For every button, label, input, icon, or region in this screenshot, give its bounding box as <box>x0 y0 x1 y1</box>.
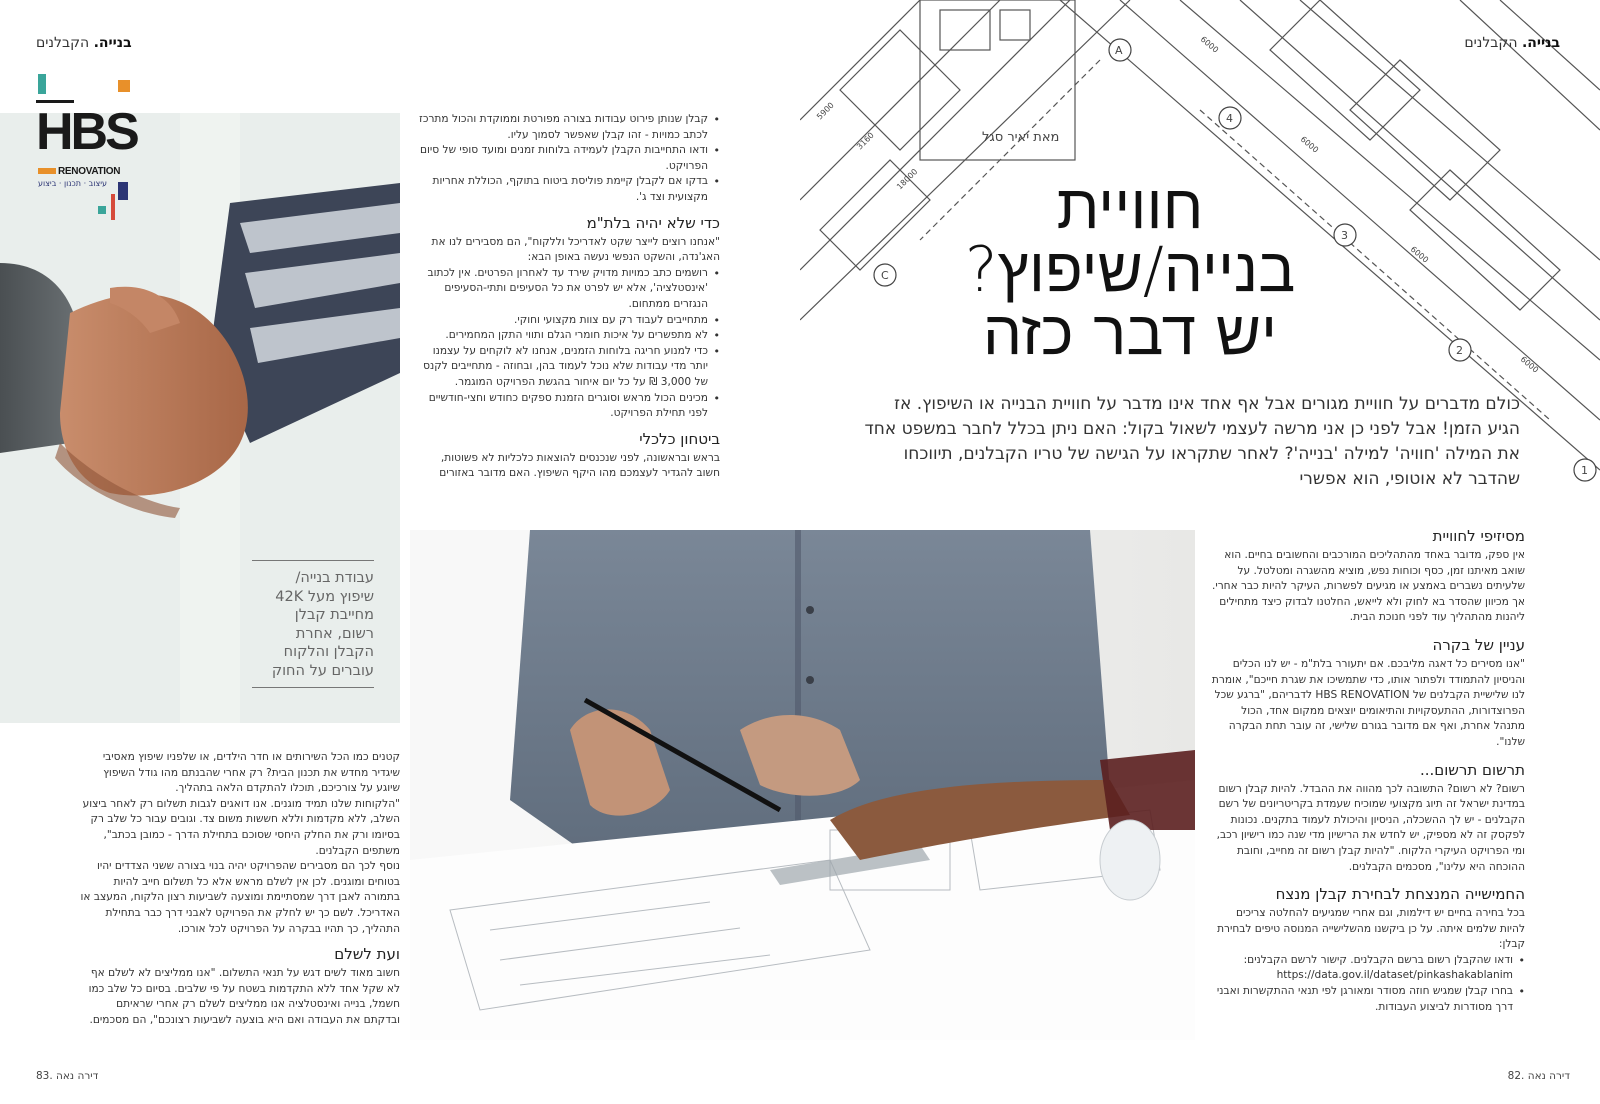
logo-tagline: עיצוב · תכנון · ביצוע <box>38 179 108 188</box>
pull-quote-line: שיפוץ מעל 42K <box>275 588 374 605</box>
section-heading: החמישייה המנצחת לבחירת קבלן מנצח <box>1275 885 1525 904</box>
pull-quote <box>252 560 374 688</box>
paragraph: רשום? לא רשום? התשובה לכך מהווה את ההבדל. להיות קבלן רשום במדינת ישראל זה תיוג מקצועי שמוכיח שעמדת בקריטריונים של רשם הקבלנים - יש לך ההשכלה, הניסיון והיכולת לעמוד בתקנים. נכונות לפקסק זה לא מספיק, יש לחדש את הרישיון מדי שנה כמו רישיון רכב, ומי הפרויקט העיקרי הלקוח. "להיות קבלן רשום זה מחייב, וחובת ההוכחה היא עלינו", מסכמים הקבלנים. <box>1216 782 1525 873</box>
logo-accent-teal <box>38 74 46 94</box>
section-heading: ועת לשלם <box>334 945 400 964</box>
section-heading: תרשום תרשום... <box>1419 760 1525 779</box>
pull-quote-line: הקבלן והלקוח <box>283 644 374 661</box>
photo-credit: מאת יאיר סגל <box>982 130 1060 145</box>
svg-text:1: 1 <box>1581 464 1588 477</box>
svg-text:3: 3 <box>1341 229 1348 242</box>
running-head-left <box>36 35 236 51</box>
svg-text:6000: 6000 <box>1198 34 1221 55</box>
paragraph: "אנו מסירים כל דאגה מליבכם. אם יתעורר בלת"מ - יש לנו הכלים והניסיון להתמודד ולפתור אותו, כדי שתמשיכו את שגרת חייכם", אומרת לנו שלישיית הקבלנים של HBS RENOVATION לדבריהם, "ברגע שכל הפרוצדורות, ההתעסקויות והתיאומים יוצאים ממקום אחד, הכול מתנהל אחרת, ואף אם מדובר בגורם שלישי, זה עובר תחת הבקרה שלנו". <box>1211 657 1525 748</box>
section-heading: עניין של בקרה <box>1432 635 1525 654</box>
architects-illustration <box>410 530 1195 1040</box>
architects-photo <box>410 530 1195 1040</box>
headline-line: חוויית <box>1056 170 1204 243</box>
nightmare-list <box>415 266 720 422</box>
list-item: • לא מתפשרים על איכות חומרי הגלם ותווי התקן המחמירים. <box>415 328 720 344</box>
svg-text:2: 2 <box>1456 344 1463 357</box>
list-item: • בדקו אם לקבלן קיימת פוליסת ביטוח בתוקף, הכוללת אחריות מקצועית וצד ג'. <box>415 174 720 205</box>
tips-list <box>415 112 720 206</box>
logo-accent-red <box>111 194 115 220</box>
hbs-logo <box>36 72 136 222</box>
headline-line: בנייה/שיפוץ? <box>964 233 1296 306</box>
list-item: • מתחייבים לעבוד רק עם צוות מקצועי וחוקי. <box>415 313 720 329</box>
pull-quote-line: מחייבת קבלן <box>294 607 374 624</box>
pull-quote-line: רשום, אחרת <box>295 625 374 642</box>
svg-text:18000: 18000 <box>895 167 920 192</box>
folio-right: 82. דירה נאה <box>1507 1070 1570 1082</box>
running-head-right <box>1350 35 1560 51</box>
headline <box>920 170 1340 369</box>
svg-text:6000: 6000 <box>1518 354 1541 375</box>
pull-quote-line: עוברים על החוק <box>271 662 374 679</box>
svg-text:C: C <box>881 269 889 282</box>
svg-text:4: 4 <box>1226 112 1233 125</box>
list-item: • בחרו קבלן שמגיש חוזה מסודר ומאורגן לפי תנאי ההתקשרות ואבני דרך מסודרות לביצוע העבודות. <box>1210 984 1525 1015</box>
right-column <box>1210 527 1525 1015</box>
section-intro: "אנחנו רוצים לייצר שקט לאדריכל וללקוח", הם מסבירים לנו את האג'נדה, והשקט הנפשי נעשה באופן הבא: <box>431 235 720 264</box>
folio-left: 83. דירה נאה <box>36 1070 99 1082</box>
logo-name: RENOVATION <box>58 166 121 177</box>
running-head-right-bold: בנייה. <box>1521 35 1560 51</box>
five-tips-list <box>1210 953 1525 1015</box>
running-head-left-bold: בנייה. <box>93 35 132 51</box>
paragraph: "הלקוחות שלנו תמיד מוגנים. אנו דואגים לגבות תשלום רק לאחר ביצוע השלב, ללא מקדמות וללא חששות משום צד. וגובים עבור כל שלב רק בסיומו ורק את החלק היחסי שסוכם בתחילת הדרך - כמובן בכתב", משתפים הקבלנים. <box>82 797 400 857</box>
lede: כולם מדברים על חוויית מגורים אבל אף אחד אינו מדבר על חוויית הבנייה או השיפוץ. אז הגיע הזמן! אבל לפני כן אני מרשה לעצמי לשאול בקול: האם ניתן בכלל לחבר במשפט אחד את המילה 'חוויה' למילה 'בנייה'? לאחר שתקראו על הגישה של טריו הקבלנים, תיווכחו שהדבר לא אוטופי, הוא אפשרי <box>864 394 1520 489</box>
svg-text:5900: 5900 <box>815 100 836 122</box>
paragraph: חשוב מאוד לשים דגש על תנאי התשלום. "אנו ממליצים לא לשלם אף לא שקל אחד ללא התקדמות בשטח על פי שלבים. בסיום כל שלב כמו חשמל, בנייה ואינסטלציה אנו ממליצים לשלם רק אחרי שראיתם ובדקתם את העבודה ואם היא בוצעה לשביעות רצונכם", הם מסכמים. <box>88 967 400 1026</box>
logo-accent-teal-small <box>98 206 106 214</box>
logo-orange-bar <box>38 168 56 174</box>
list-item: • רושמים כתב כמויות מדויק שירד עד לאחרון הפרטים. אין לכתוב 'אינסטלציה', אלא יש לפרט את כל הסעיפים ותתי-הסעיפים הנגזרים ממתחום. <box>415 266 720 313</box>
paragraph: בכל בחירה בחיים יש דילמות, וגם אחרי שמגיעים להחלטה צריכים להיות שלמים איתה. על כן ביקשנו מהשלישייה המנוסה טיפים לבחירת קבלן: <box>1217 907 1525 951</box>
paragraph: נוסף לכך הם מסבירים שהפרויקט יהיה בנוי בצורה ששני הצדדים יהיו בטוחים ומוגנים. לכן אין לשלם מראש אלא כל תשלום חייב להיות בתמורה לאבן דרך שמסתיימת ומוצעה לשביעות רצון הלקוח, המעצב או האדריכל. לשם כך יש לחלק את הפרויקט לאבני דרך כבר בתחילת התהליך, כך תהיו בבקרה על הפרויקט לכל אורכו. <box>80 860 400 935</box>
section-heading: מסיזיפי לחוויית <box>1432 527 1525 545</box>
paragraph: אין ספק, מדובר באחד מהתהליכים המורכבים והחשובים בחיים. הוא שואב מאיתנו זמן, כסף וכוחות נפש, מוציא מהשגרה ומטלטל. על שלעיתים נשברים באמצע או מגיעים לפשרות, העיקר להיות כבר אחרי. אך מכיוון שהסדר בא לחוק ולא לייאש, החלטנו לבדוק כיצד מתחילים ליהנות מהתהליך עוד לפני חנוכת הבית. <box>1211 549 1525 624</box>
section-text: בראש ובראשונה, לפני שנכנסים להוצאות כלכליות לא פשוטות, חשוב להגדיר לעצמכם מהו היקף השיפוץ. האם מדובר באזורים <box>439 451 720 480</box>
list-item: • קבלן שנותן פירוט עבודות בצורה מפורטת וממוקדת והכול מתרכז לכתב כמויות - זהו קבלן שאפשר לסמוך עליו. <box>415 112 720 143</box>
svg-text:6000: 6000 <box>1408 244 1431 265</box>
pull-quote-line: עבודת בנייה/ <box>295 570 374 586</box>
paragraph: קטנים כמו הכל השירותים או חדר הילדים, או שלפניו שיפוץ מאסיבי שיגדיר מחדש את תכנון הבית? רק אחרי שהבנתם מהו גודל השיפוץ שיוגע על צורכיכם, תוכלו להתקדם הלאה בתהליך. <box>102 751 400 795</box>
logo-accent-orange <box>118 80 130 92</box>
mid-column <box>415 112 720 482</box>
list-item: • ודאו התחייבות הקבלן לעמידה בלוחות זמנים ומועד סופי של סיום הפרויקט. <box>415 143 720 174</box>
logo-accent-navy <box>118 182 128 200</box>
svg-text:3160: 3160 <box>855 130 876 152</box>
headline-line: יש דבר כזה <box>982 296 1278 369</box>
list-item: • מכינים הכול מראש וסוגרים הזמנת ספקים כחודש וחצי-חודשיים לפני תחילת הפרויקט. <box>415 391 720 422</box>
left-bottom-column <box>80 750 400 1029</box>
section-heading: ביטחון כלכלי <box>639 429 720 448</box>
svg-text:A: A <box>1115 44 1123 57</box>
list-item: • כדי למנוע חריגה בלוחות הזמנים, אנחנו לא לוקחים על עצמנו יותר מדי עבודות שלא נוכל לעמוד בהן, ובחוזה - מתחייבים לקנס של 3,000 ₪ על כל יום איחור בהגשת הפרויקט המוגמר. <box>415 344 720 391</box>
svg-text:6000: 6000 <box>1298 134 1321 155</box>
list-item: • ודאו שהקבלן רשום ברשם הקבלנים. קישור לרשם הקבלנים: https://data.gov.il/dataset/pinkashakablanim <box>1210 953 1525 984</box>
logo-mark: HBS <box>36 103 137 161</box>
running-head-right-rest: הקבלנים <box>1464 35 1518 51</box>
running-head-left-rest: הקבלנים <box>36 35 90 51</box>
section-heading: כדי שלא יהיה בלת"מ <box>586 213 720 232</box>
